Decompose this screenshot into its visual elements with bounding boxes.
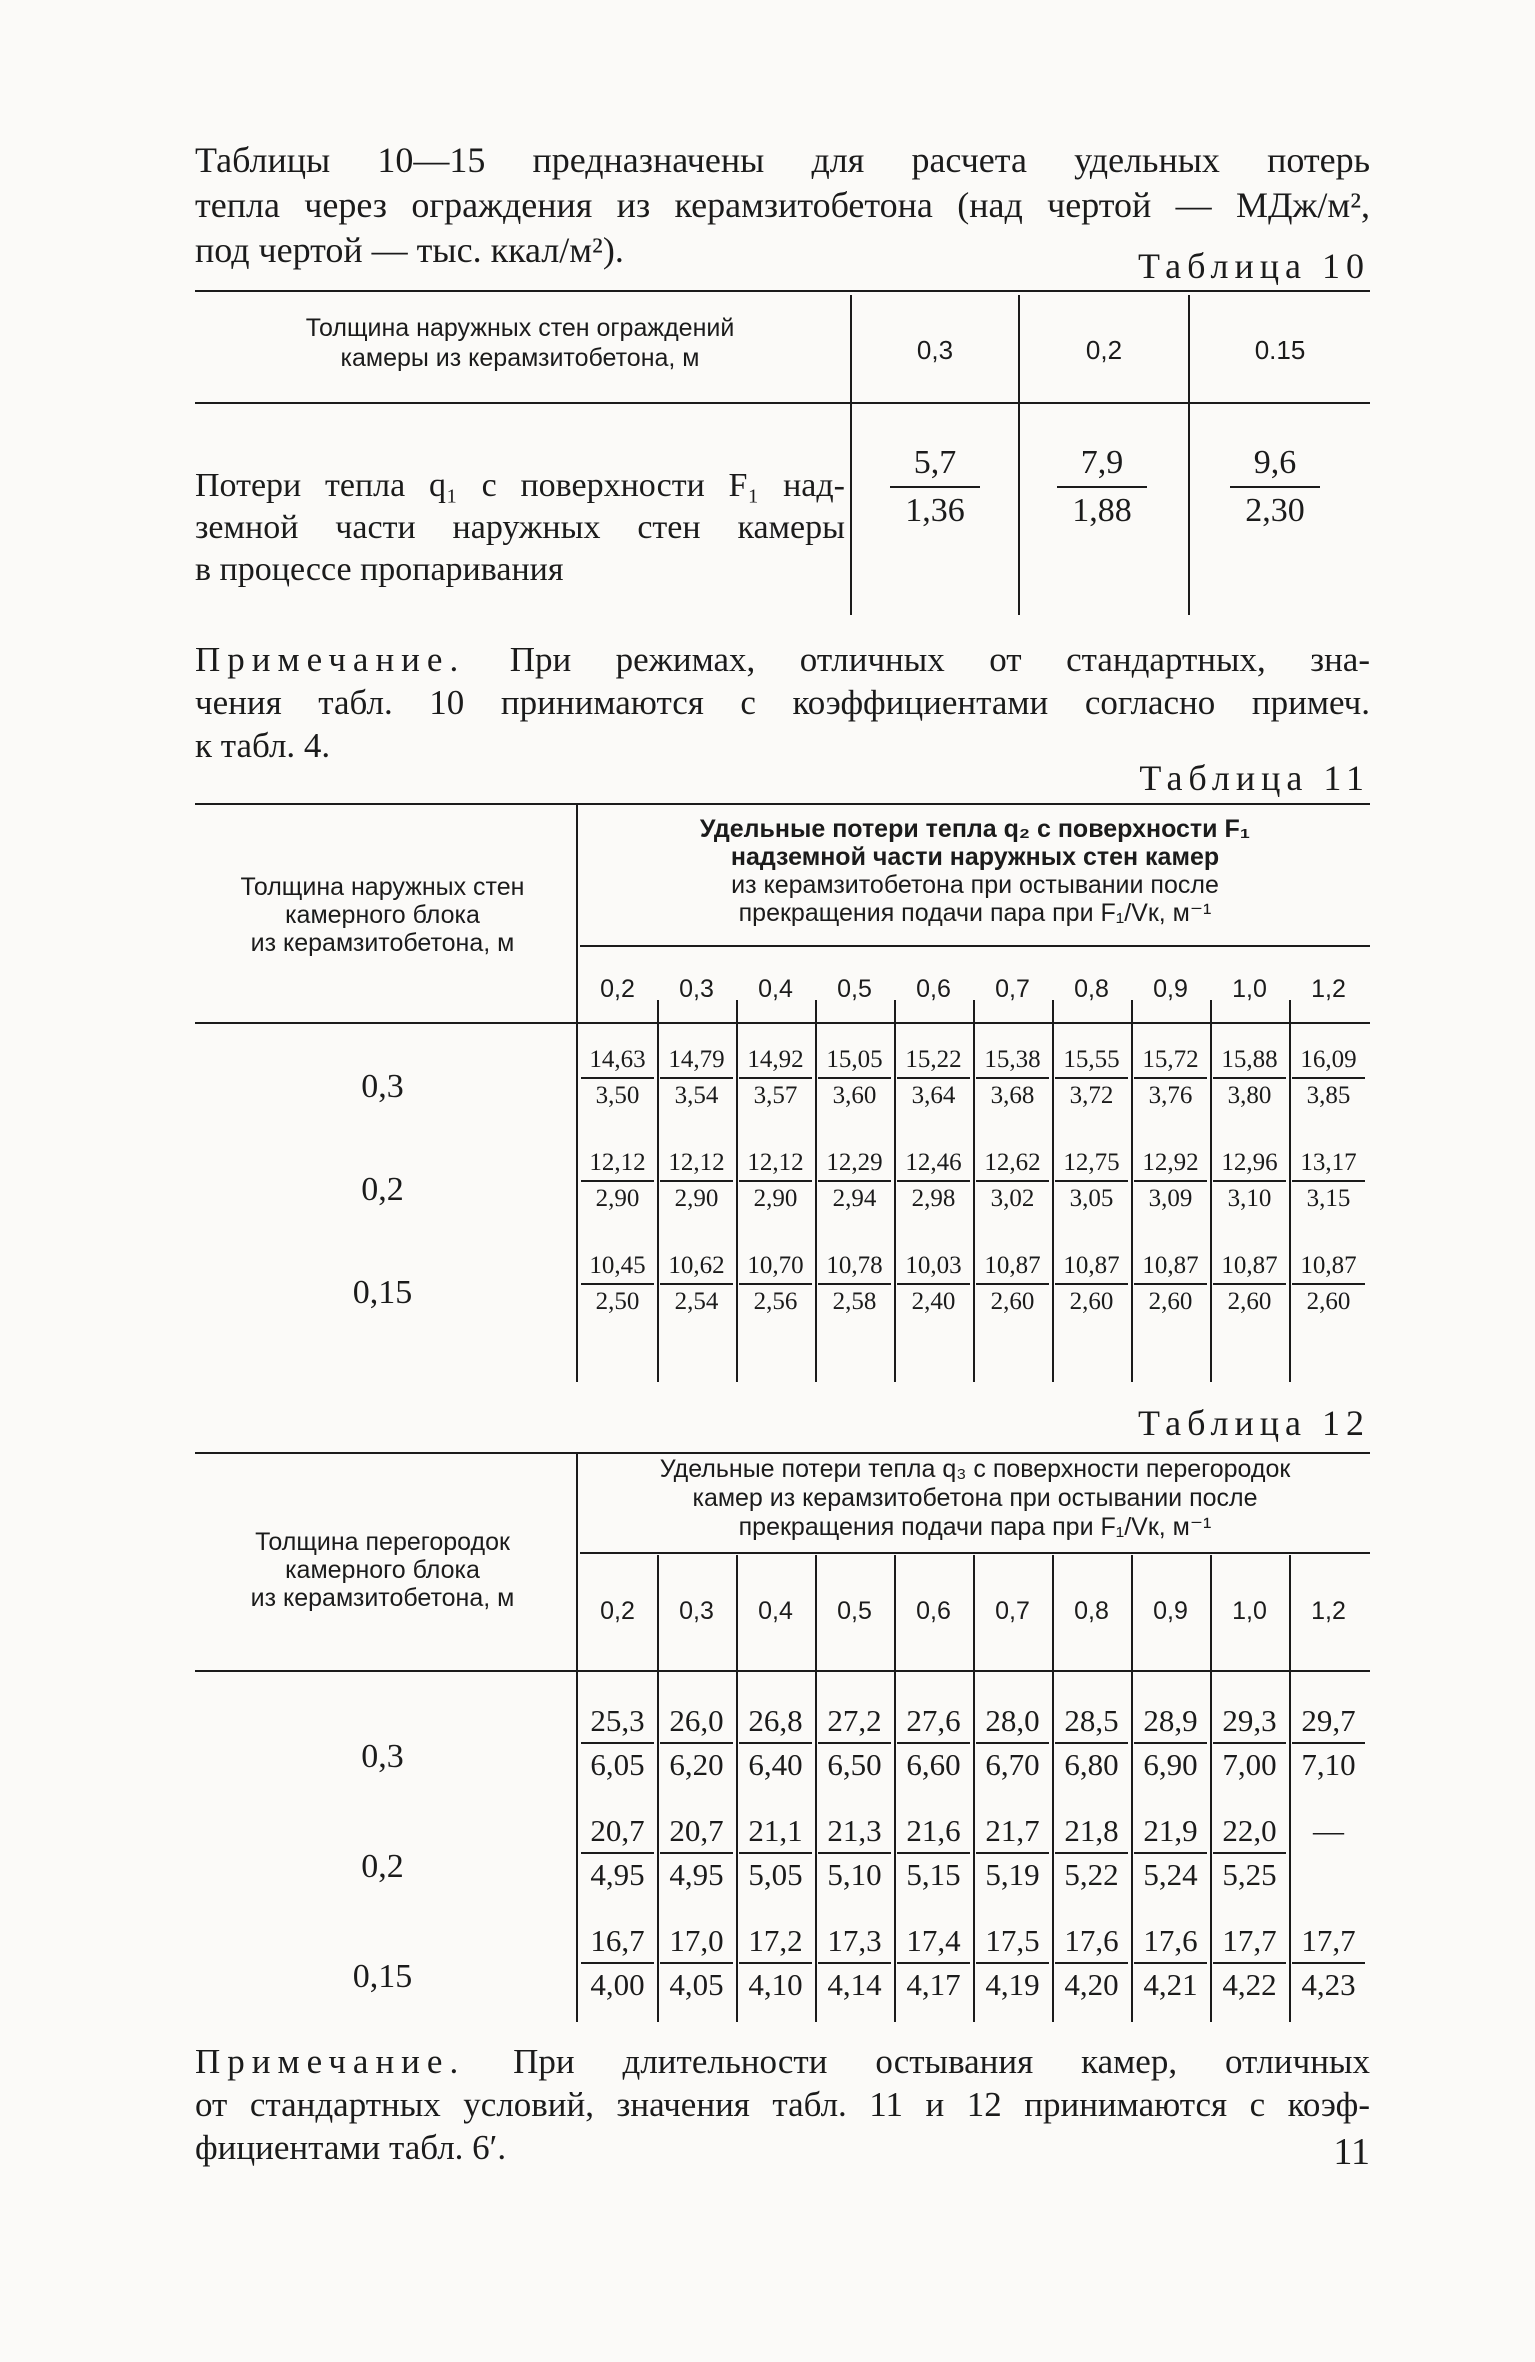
value-bottom: 4,19 xyxy=(985,1967,1040,2002)
table-12-caption: Таблица 12 xyxy=(1138,1403,1370,1443)
value-bottom: 5,05 xyxy=(748,1857,803,1892)
value-bottom: 6,90 xyxy=(1143,1747,1198,1782)
value-bottom: 4,14 xyxy=(827,1967,882,2002)
value-top: 26,8 xyxy=(739,1700,812,1744)
t11-col-header: 0,4 xyxy=(758,975,793,1003)
t11-cell xyxy=(1292,1249,1365,1319)
value-bottom: 3,09 xyxy=(1148,1185,1193,1212)
value-bottom: 4,22 xyxy=(1222,1967,1277,2002)
value-bottom: 4,95 xyxy=(590,1857,645,1892)
value-top: 17,7 xyxy=(1292,1920,1365,1964)
header-line: Удельные потери тепла q₂ с поверхности F₁ xyxy=(699,815,1251,843)
value-bottom: 3,50 xyxy=(595,1082,640,1109)
value-top: 29,3 xyxy=(1213,1700,1286,1744)
value-top: 17,4 xyxy=(897,1920,970,1964)
value-bottom: 2,54 xyxy=(674,1288,719,1315)
value-top: 21,1 xyxy=(739,1810,812,1854)
value-top: 17,6 xyxy=(1055,1920,1128,1964)
value-top: 10,70 xyxy=(739,1249,812,1285)
value-bottom: 3,64 xyxy=(911,1082,956,1109)
value-top: 15,72 xyxy=(1134,1043,1207,1079)
t11-cell xyxy=(581,1249,654,1319)
value-bottom: 5,24 xyxy=(1143,1857,1198,1892)
value-bottom: 3,54 xyxy=(674,1082,719,1109)
value-bottom xyxy=(1292,1852,1365,1894)
t11-cell xyxy=(581,1043,654,1113)
table-11-row-header xyxy=(195,873,570,957)
t11-cell xyxy=(1213,1249,1286,1319)
t12-cell xyxy=(1134,1920,1207,2006)
table-11-subheader-rule xyxy=(580,945,1370,947)
t12-row-label: 0,2 xyxy=(361,1848,404,1885)
value-top: 10,87 xyxy=(976,1249,1049,1285)
header-line: Толщина наружных стен xyxy=(240,873,525,901)
value-bottom: 3,10 xyxy=(1227,1185,1272,1212)
t12-cell xyxy=(976,1920,1049,2006)
t11-column-divider xyxy=(1131,1000,1133,1382)
t11-cell xyxy=(818,1043,891,1113)
value-top: — xyxy=(1313,1813,1344,1848)
value-bottom: 2,30 xyxy=(1245,492,1305,529)
t12-cell xyxy=(660,1810,733,1896)
value-top: 28,9 xyxy=(1134,1700,1207,1744)
value-bottom: 3,72 xyxy=(1069,1082,1114,1109)
t12-column-divider xyxy=(1131,1555,1133,2022)
value-bottom: 2,94 xyxy=(832,1185,877,1212)
value-bottom: 6,70 xyxy=(985,1747,1040,1782)
t11-cell xyxy=(1134,1146,1207,1216)
t11-cell xyxy=(1134,1249,1207,1319)
t12-cell xyxy=(660,1920,733,2006)
t12-col-header: 1,2 xyxy=(1311,1597,1346,1625)
t11-col-header: 0,8 xyxy=(1074,975,1109,1003)
t12-cell xyxy=(897,1810,970,1896)
t12-col-header: 0,6 xyxy=(916,1597,951,1625)
t11-cell xyxy=(739,1043,812,1113)
t12-row-label: 0,15 xyxy=(352,1958,413,1995)
table-11-caption: Таблица 11 xyxy=(1139,758,1370,798)
value-bottom: 3,60 xyxy=(832,1082,877,1109)
t12-col-header: 0,3 xyxy=(679,1597,714,1625)
value-top: 5,7 xyxy=(890,440,980,488)
note-line: от стандартных условий, значения табл. 11 и 12 принимаются с коэф- xyxy=(195,2085,1370,2124)
table-12-divider xyxy=(576,1454,578,2022)
t12-cell xyxy=(976,1700,1049,1786)
value-bottom: 6,60 xyxy=(906,1747,961,1782)
value-bottom: 4,05 xyxy=(669,1967,724,2002)
note-line xyxy=(195,638,1370,681)
note-label: Примечание. xyxy=(195,640,466,679)
t12-column-divider xyxy=(973,1555,975,2022)
t11-column-divider xyxy=(973,1000,975,1382)
label-line: земной части наружных стен камеры xyxy=(195,509,845,546)
header-line: Удельные потери тепла q₃ с поверхности перегородок xyxy=(659,1455,1291,1483)
value-top: 10,87 xyxy=(1292,1249,1365,1285)
value-top: 15,05 xyxy=(818,1043,891,1079)
value-bottom: 7,00 xyxy=(1222,1747,1277,1782)
value-bottom: 1,36 xyxy=(905,492,965,529)
value-top: 10,45 xyxy=(581,1249,654,1285)
t12-cell xyxy=(1055,1700,1128,1786)
value-bottom: 6,40 xyxy=(748,1747,803,1782)
table-10-caption: Таблица 10 xyxy=(1138,246,1370,286)
t11-cell xyxy=(1292,1043,1365,1113)
value-top: 26,0 xyxy=(660,1700,733,1744)
t12-cell xyxy=(1213,1810,1286,1896)
value-top: 9,6 xyxy=(1230,440,1320,488)
value-top: 10,62 xyxy=(660,1249,733,1285)
intro-line: тепла через ограждения из керамзитобетона (над чертой — МДж/м², xyxy=(195,185,1370,225)
t12-cell xyxy=(1134,1700,1207,1786)
value-top: 17,7 xyxy=(1213,1920,1286,1964)
value-bottom: 2,56 xyxy=(753,1288,798,1315)
table-12-header-rule xyxy=(195,1670,1370,1672)
value-top: 15,22 xyxy=(897,1043,970,1079)
value-top: 10,87 xyxy=(1055,1249,1128,1285)
header-line: надземной части наружных стен камер xyxy=(730,843,1220,871)
t11-column-divider xyxy=(1052,1000,1054,1382)
value-bottom: 2,98 xyxy=(911,1185,956,1212)
t11-cell xyxy=(976,1146,1049,1216)
t11-cell xyxy=(660,1043,733,1113)
t12-cell xyxy=(739,1700,812,1786)
value-bottom: 3,15 xyxy=(1306,1185,1351,1212)
note-line: фициентами табл. 6′. xyxy=(195,2128,507,2167)
t11-cell xyxy=(897,1249,970,1319)
value-top: 12,46 xyxy=(897,1146,970,1182)
value-bottom: 3,80 xyxy=(1227,1082,1272,1109)
value-top: 12,92 xyxy=(1134,1146,1207,1182)
t11-col-header: 1,0 xyxy=(1232,975,1267,1003)
t11-cell xyxy=(1055,1146,1128,1216)
intro-line: Таблицы 10—15 предназначены для расчета удельных потерь xyxy=(195,140,1370,180)
value-bottom: 4,95 xyxy=(669,1857,724,1892)
t12-cell xyxy=(739,1920,812,2006)
header-line: камеры из керамзитобетона, м xyxy=(340,344,700,372)
value-top: 10,78 xyxy=(818,1249,891,1285)
value-bottom: 2,90 xyxy=(753,1185,798,1212)
value-top: 17,5 xyxy=(976,1920,1049,1964)
t11-cell xyxy=(660,1146,733,1216)
value-bottom: 2,90 xyxy=(674,1185,719,1212)
t11-row-label: 0,2 xyxy=(361,1171,404,1208)
value-top: 12,75 xyxy=(1055,1146,1128,1182)
value-top: 10,03 xyxy=(897,1249,970,1285)
t11-cell xyxy=(1213,1146,1286,1216)
value-top: 10,87 xyxy=(1134,1249,1207,1285)
t12-column-divider xyxy=(1289,1555,1291,2022)
value-bottom: 1,88 xyxy=(1072,492,1132,529)
value-top: 17,6 xyxy=(1134,1920,1207,1964)
table-10-value xyxy=(1230,440,1320,534)
t12-cell xyxy=(581,1700,654,1786)
value-top: 17,3 xyxy=(818,1920,891,1964)
value-bottom: 4,00 xyxy=(590,1967,645,2002)
value-top: 27,6 xyxy=(897,1700,970,1744)
table-10-col-header: 0,2 xyxy=(1085,335,1123,365)
table-10-row-label xyxy=(195,465,845,591)
value-bottom: 5,19 xyxy=(985,1857,1040,1892)
t12-column-divider xyxy=(736,1555,738,2022)
value-top: 15,55 xyxy=(1055,1043,1128,1079)
note-1 xyxy=(195,638,1370,767)
note-line: к табл. 4. xyxy=(195,726,331,765)
value-bottom: 5,25 xyxy=(1222,1857,1277,1892)
table-10-value xyxy=(1057,440,1147,534)
t11-cell xyxy=(1292,1146,1365,1216)
value-bottom: 3,68 xyxy=(990,1082,1035,1109)
header-line: Толщина перегородок xyxy=(255,1528,510,1556)
page-number: 11 xyxy=(1333,2131,1370,2173)
value-bottom: 3,05 xyxy=(1069,1185,1114,1212)
header-line: прекращения подачи пара при F₁/Vк, м⁻¹ xyxy=(738,1513,1212,1541)
t11-column-divider xyxy=(894,1000,896,1382)
table-12-subheader-rule xyxy=(580,1552,1370,1554)
value-bottom: 4,20 xyxy=(1064,1967,1119,2002)
t11-column-divider xyxy=(657,1000,659,1382)
t11-cell xyxy=(818,1249,891,1319)
t12-cell xyxy=(581,1810,654,1896)
t11-col-header: 0,5 xyxy=(837,975,872,1003)
t12-col-header: 0,7 xyxy=(995,1597,1030,1625)
table-11-header-rule xyxy=(195,1022,1370,1024)
t12-col-header: 0,2 xyxy=(600,1597,635,1625)
t12-cell xyxy=(976,1810,1049,1896)
value-top: 12,96 xyxy=(1213,1146,1286,1182)
value-top: 7,9 xyxy=(1057,440,1147,488)
t11-cell xyxy=(976,1249,1049,1319)
table-11-group-header xyxy=(580,815,1370,927)
value-bottom: 5,15 xyxy=(906,1857,961,1892)
t12-cell xyxy=(1213,1920,1286,2006)
t11-row-label: 0,15 xyxy=(352,1274,413,1311)
value-top: 16,09 xyxy=(1292,1043,1365,1079)
value-top: 17,0 xyxy=(660,1920,733,1964)
table-11-top-rule xyxy=(195,803,1370,805)
value-top: 20,7 xyxy=(581,1810,654,1854)
t11-cell xyxy=(1055,1249,1128,1319)
note-label: Примечание. xyxy=(195,2042,466,2081)
t11-cell xyxy=(976,1043,1049,1113)
t11-column-divider xyxy=(815,1000,817,1382)
value-bottom: 2,58 xyxy=(832,1288,877,1315)
t11-col-header: 0,7 xyxy=(995,975,1030,1003)
t12-col-header: 0,8 xyxy=(1074,1597,1109,1625)
value-bottom: 2,60 xyxy=(1069,1288,1114,1315)
value-bottom: 2,90 xyxy=(595,1185,640,1212)
value-bottom: 4,10 xyxy=(748,1967,803,2002)
t11-cell xyxy=(1213,1043,1286,1113)
value-bottom: 3,02 xyxy=(990,1185,1035,1212)
t12-cell xyxy=(1213,1700,1286,1786)
t12-cell xyxy=(581,1920,654,2006)
t12-col-header: 0,9 xyxy=(1153,1597,1188,1625)
value-bottom: 4,21 xyxy=(1143,1967,1198,2002)
value-top: 27,2 xyxy=(818,1700,891,1744)
table-11-divider xyxy=(576,805,578,1382)
t12-cell xyxy=(660,1700,733,1786)
t11-col-header: 0,9 xyxy=(1153,975,1188,1003)
t11-col-header: 0,2 xyxy=(600,975,635,1003)
value-top: 15,88 xyxy=(1213,1043,1286,1079)
t11-col-header: 0,6 xyxy=(916,975,951,1003)
value-top: 12,12 xyxy=(739,1146,812,1182)
value-top: 25,3 xyxy=(581,1700,654,1744)
t12-col-header: 0,5 xyxy=(837,1597,872,1625)
value-top: 16,7 xyxy=(581,1920,654,1964)
header-line: камер из керамзитобетона при остывании после xyxy=(692,1484,1258,1512)
value-top: 13,17 xyxy=(1292,1146,1365,1182)
t12-cell xyxy=(1292,1810,1365,1894)
t11-cell xyxy=(739,1249,812,1319)
t11-row-label: 0,3 xyxy=(361,1068,404,1105)
value-bottom: 6,20 xyxy=(669,1747,724,1782)
header-line: из керамзитобетона, м xyxy=(250,1584,515,1612)
value-bottom: 2,60 xyxy=(1227,1288,1272,1315)
table-10-header-rule xyxy=(195,402,1370,404)
value-top: 15,38 xyxy=(976,1043,1049,1079)
value-bottom: 4,23 xyxy=(1301,1967,1356,2002)
value-top: 21,8 xyxy=(1055,1810,1128,1854)
header-line: из керамзитобетона, м xyxy=(250,929,515,957)
t11-cell xyxy=(739,1146,812,1216)
t12-col-header: 1,0 xyxy=(1232,1597,1267,1625)
note-text: При режимах, отличных от стандартных, зна- xyxy=(509,640,1370,679)
value-bottom: 5,10 xyxy=(827,1857,882,1892)
header-line: камерного блока xyxy=(285,1556,480,1584)
value-top: 20,7 xyxy=(660,1810,733,1854)
t12-cell xyxy=(818,1920,891,2006)
value-bottom: 3,85 xyxy=(1306,1082,1351,1109)
header-line: из керамзитобетона при остывании после xyxy=(731,871,1219,899)
value-top: 21,3 xyxy=(818,1810,891,1854)
value-top: 12,29 xyxy=(818,1146,891,1182)
value-bottom: 2,40 xyxy=(911,1288,956,1315)
table-10-col-header: 0,3 xyxy=(916,335,954,365)
value-top: 28,0 xyxy=(976,1700,1049,1744)
value-bottom: 6,80 xyxy=(1064,1747,1119,1782)
note-text: При длительности остывания камер, отличных xyxy=(513,2042,1370,2081)
value-top: 29,7 xyxy=(1292,1700,1365,1744)
value-top: 12,12 xyxy=(660,1146,733,1182)
t11-cell xyxy=(581,1146,654,1216)
value-top: 12,62 xyxy=(976,1146,1049,1182)
t12-row-label: 0,3 xyxy=(361,1738,404,1775)
t11-column-divider xyxy=(1289,1000,1291,1382)
value-top: 14,92 xyxy=(739,1043,812,1079)
value-top: 28,5 xyxy=(1055,1700,1128,1744)
t12-column-divider xyxy=(894,1555,896,2022)
value-bottom: 6,50 xyxy=(827,1747,882,1782)
value-top: 12,12 xyxy=(581,1146,654,1182)
t12-cell xyxy=(1055,1810,1128,1896)
t12-cell xyxy=(897,1920,970,2006)
value-bottom: 2,50 xyxy=(595,1288,640,1315)
t11-col-header: 1,2 xyxy=(1311,975,1346,1003)
note-line xyxy=(195,2040,1370,2083)
value-top: 21,7 xyxy=(976,1810,1049,1854)
value-bottom: 2,60 xyxy=(990,1288,1035,1315)
value-bottom: 5,22 xyxy=(1064,1857,1119,1892)
t12-cell xyxy=(1134,1810,1207,1896)
value-bottom: 4,17 xyxy=(906,1967,961,2002)
t11-cell xyxy=(1055,1043,1128,1113)
t11-column-divider xyxy=(736,1000,738,1382)
table-12-group-header xyxy=(580,1455,1370,1542)
t12-cell xyxy=(1055,1920,1128,2006)
header-line: прекращения подачи пара при F₁/Vк, м⁻¹ xyxy=(738,899,1212,927)
t11-cell xyxy=(818,1146,891,1216)
t12-cell xyxy=(897,1700,970,1786)
value-top: 22,0 xyxy=(1213,1810,1286,1854)
t11-cell xyxy=(897,1043,970,1113)
label-line: Потери тепла q₁ с поверхности F₁ над- xyxy=(195,467,845,504)
table-10-col-header: 0.15 xyxy=(1254,335,1306,365)
header-line: камерного блока xyxy=(285,901,480,929)
t12-cell xyxy=(1292,1700,1365,1786)
t11-col-header: 0,3 xyxy=(679,975,714,1003)
table-10-value xyxy=(890,440,980,534)
value-bottom: 7,10 xyxy=(1301,1747,1356,1782)
table-10-row-header xyxy=(195,313,845,373)
t11-cell xyxy=(660,1249,733,1319)
t12-column-divider xyxy=(657,1555,659,2022)
t12-column-divider xyxy=(1210,1555,1212,2022)
header-line: Толщина наружных стен ограждений xyxy=(305,314,735,342)
intro-line: под чертой — тыс. ккал/м²). xyxy=(195,230,624,270)
value-top: 14,63 xyxy=(581,1043,654,1079)
t11-cell xyxy=(1134,1043,1207,1113)
t12-col-header: 0,4 xyxy=(758,1597,793,1625)
t12-column-divider xyxy=(1052,1555,1054,2022)
value-top: 10,87 xyxy=(1213,1249,1286,1285)
value-bottom: 3,76 xyxy=(1148,1082,1193,1109)
value-bottom: 2,60 xyxy=(1306,1288,1351,1315)
value-bottom: 2,60 xyxy=(1148,1288,1193,1315)
t12-cell xyxy=(818,1810,891,1896)
table-10-top-rule xyxy=(195,290,1370,292)
note-line: чения табл. 10 принимаются с коэффициентами согласно примеч. xyxy=(195,683,1370,722)
t12-cell xyxy=(818,1700,891,1786)
table-12-top-rule xyxy=(195,1452,1370,1454)
value-bottom: 6,05 xyxy=(590,1747,645,1782)
t11-cell xyxy=(897,1146,970,1216)
value-top: 14,79 xyxy=(660,1043,733,1079)
value-top: 21,9 xyxy=(1134,1810,1207,1854)
t12-cell xyxy=(739,1810,812,1896)
note-2 xyxy=(195,2040,1370,2169)
label-line: в процессе пропаривания xyxy=(195,551,564,588)
value-top: 21,6 xyxy=(897,1810,970,1854)
t12-cell xyxy=(1292,1920,1365,2006)
value-top: 17,2 xyxy=(739,1920,812,1964)
t12-column-divider xyxy=(815,1555,817,2022)
value-bottom: 3,57 xyxy=(753,1082,798,1109)
table-12-row-header xyxy=(195,1528,570,1612)
t11-column-divider xyxy=(1210,1000,1212,1382)
